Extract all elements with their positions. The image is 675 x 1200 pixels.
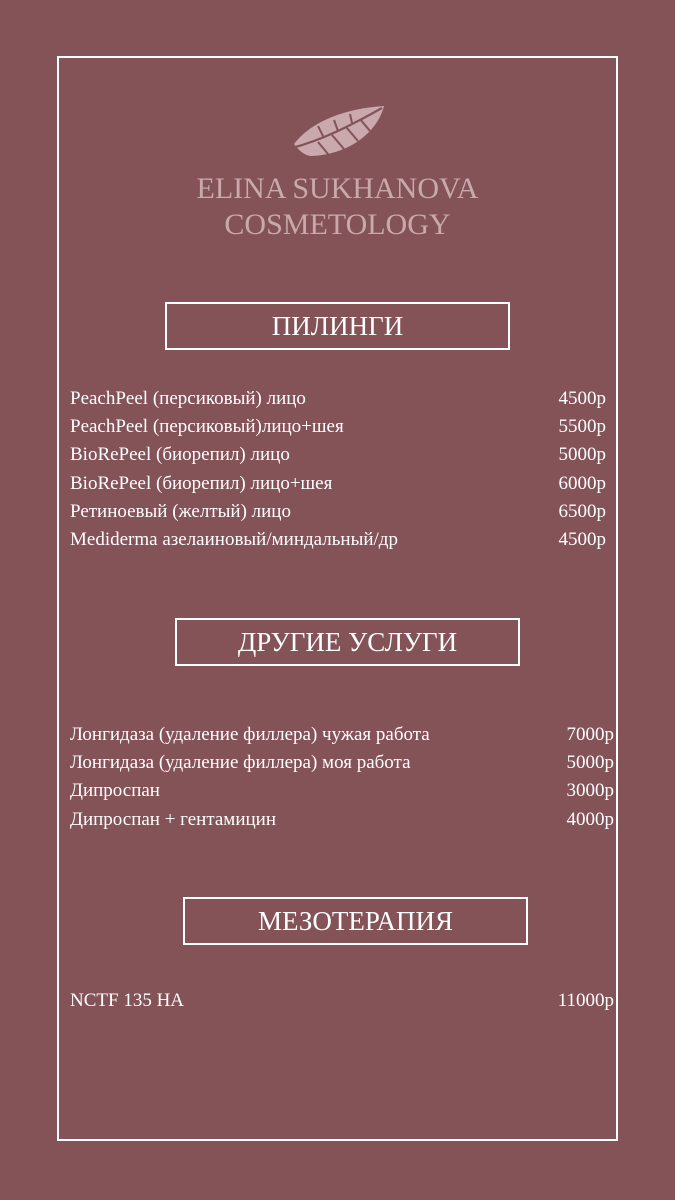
service-name: Лонгидаза (удаление филлера) моя работа: [70, 752, 411, 774]
brand-name: ELINA SUKHANOVA: [196, 172, 479, 205]
service-name: PeachPeel (персиковый)лицо+шея: [70, 416, 344, 438]
service-name: BioRePeel (биорепил) лицо: [70, 444, 290, 466]
price-list-mesotherapy: [70, 990, 614, 1018]
service-name: Mediderma азелаиновый/миндальный/др: [70, 528, 398, 550]
service-price: 5500р: [558, 416, 606, 438]
leaf-icon: [288, 104, 388, 160]
list-item: [70, 444, 606, 472]
service-price: 6500р: [558, 500, 606, 522]
list-item: [70, 809, 614, 837]
service-name: PeachPeel (персиковый) лицо: [70, 388, 306, 409]
list-item: [70, 752, 614, 780]
list-item: [70, 501, 606, 529]
list-item: [70, 388, 606, 416]
list-item: [70, 780, 614, 808]
section-title-other-services: ДРУГИЕ УСЛУГИ: [175, 618, 520, 666]
service-price: 11000р: [557, 990, 614, 1011]
service-name: NCTF 135 HA: [70, 990, 185, 1011]
service-price: 6000р: [558, 472, 606, 494]
service-price: 7000р: [566, 724, 614, 745]
service-name: Дипроспан: [70, 780, 160, 802]
service-name: Дипроспан + гентамицин: [70, 808, 276, 830]
service-name: Ретиноевый (желтый) лицо: [70, 500, 291, 522]
service-price: 4000р: [566, 808, 614, 830]
list-item: [70, 416, 606, 444]
list-item: [70, 724, 614, 752]
section-title-mesotherapy: МЕЗОТЕРАПИЯ: [183, 897, 528, 945]
logo: [0, 104, 675, 160]
service-name: Лонгидаза (удаление филлера) чужая работа: [70, 724, 430, 745]
service-price: 5000р: [566, 752, 614, 774]
service-name: BioRePeel (биорепил) лицо+шея: [70, 472, 333, 494]
brand-subtitle: COSMETOLOGY: [224, 208, 451, 241]
price-list-peelings: [70, 388, 606, 557]
service-price: 3000р: [566, 780, 614, 802]
service-price: 4500р: [558, 528, 606, 550]
section-title-peelings: ПИЛИНГИ: [165, 302, 510, 350]
service-price: 5000р: [558, 444, 606, 466]
list-item: [70, 990, 614, 1018]
list-item: [70, 529, 606, 557]
service-price: 4500р: [558, 388, 606, 409]
price-list-other-services: [70, 724, 614, 837]
list-item: [70, 473, 606, 501]
